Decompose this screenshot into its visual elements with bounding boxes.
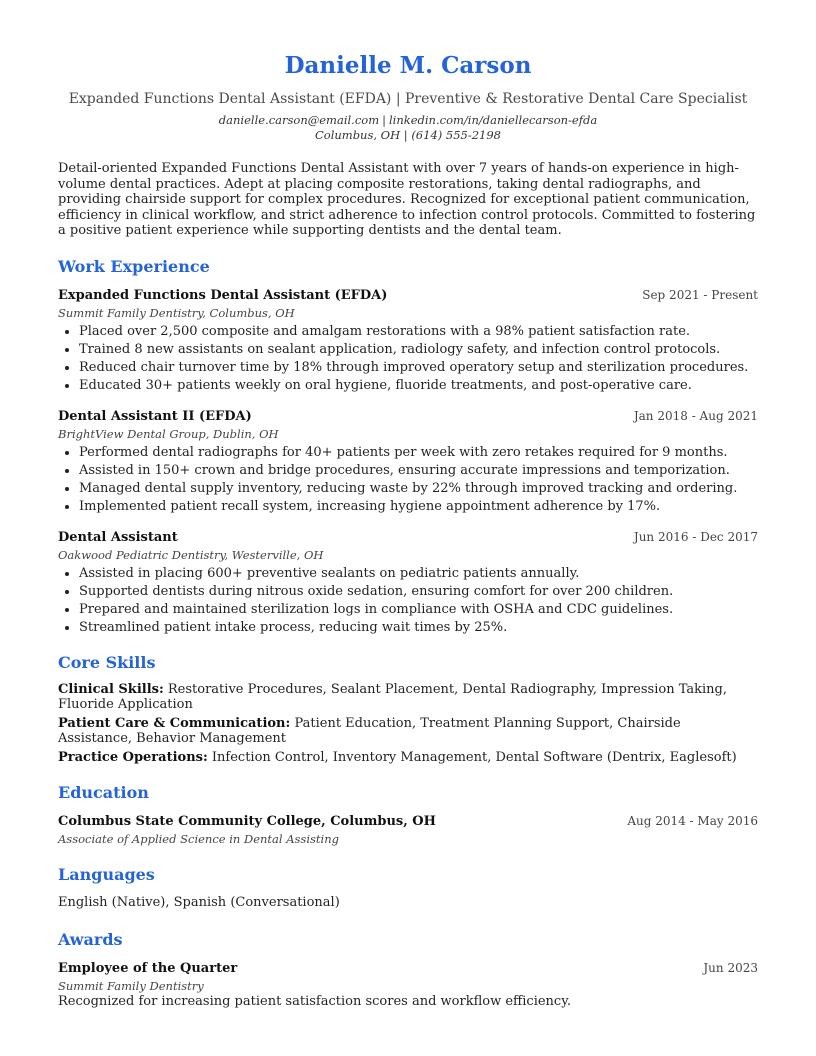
skill-group-value: Restorative Procedures, Sealant Placement, Dental Radiography, Impression Taking, Fluoride Application — [58, 681, 727, 712]
award-organization: Summit Family Dentistry — [58, 978, 204, 993]
bullet-item: • Managed dental supply inventory, reducing waste by 22% through improved tracking and ordering. — [79, 480, 758, 498]
section-title-education: Education — [58, 782, 149, 802]
skill-group-label: Practice Operations: — [58, 749, 208, 765]
job-title: Dental Assistant II (EFDA) — [58, 408, 252, 424]
skill-group-label: Clinical Skills: — [58, 681, 164, 697]
job-organization: Oakwood Pediatric Dentistry, Westerville, OH — [58, 547, 324, 562]
contact-separator: | — [382, 113, 386, 127]
resume-page — [58, 52, 758, 1010]
bullet-item: • Streamlined patient intake process, reducing wait times by 25%. — [79, 619, 758, 637]
job-organization: Summit Family Dentistry, Columbus, OH — [58, 305, 295, 320]
job-entry — [58, 528, 758, 637]
bullet-item: • Assisted in 150+ crown and bridge procedures, ensuring accurate impressions and temporization. — [79, 462, 758, 480]
award-entry — [58, 959, 758, 978]
candidate-name: Danielle M. Carson — [284, 52, 532, 79]
job-title: Expanded Functions Dental Assistant (EFDA) — [58, 287, 388, 303]
bullet-item: • Reduced chair turnover time by 18% through improved operatory setup and sterilization procedures. — [79, 359, 758, 377]
skill-group-value: Patient Education, Treatment Planning Support, Chairside Assistance, Behavior Management — [58, 715, 681, 746]
contact-line-1 — [58, 113, 758, 128]
school-name: Columbus State Community College, Columbus, OH — [58, 813, 436, 829]
bullet-item: • Prepared and maintained sterilization logs in compliance with OSHA and CDC guidelines. — [79, 601, 758, 619]
skill-group — [58, 750, 758, 765]
section-title-experience: Work Experience — [58, 256, 210, 276]
job-bullets — [58, 444, 758, 516]
bullet-item: • Placed over 2,500 composite and amalgam restorations with a 98% patient satisfaction rate. — [79, 323, 758, 341]
languages-text: English (Native), Spanish (Conversational) — [58, 894, 340, 910]
skill-group — [58, 682, 758, 712]
award-title: Employee of the Quarter — [58, 960, 238, 976]
job-dates: Jan 2018 - Aug 2021 — [633, 408, 758, 423]
job-organization: BrightView Dental Group, Dublin, OH — [58, 426, 279, 441]
degree: Associate of Applied Science in Dental Assisting — [58, 831, 339, 846]
bullet-item: • Performed dental radiographs for 40+ patients per week with zero retakes required for 9 months. — [79, 444, 758, 462]
email-link[interactable]: danielle.carson@email.com — [218, 113, 380, 127]
job-entry — [58, 286, 758, 395]
job-dates: Jun 2016 - Dec 2017 — [633, 529, 758, 544]
skill-group-label: Patient Care & Communication: — [58, 715, 291, 731]
bullet-item: • Supported dentists during nitrous oxide sedation, ensuring comfort for over 200 children. — [79, 583, 758, 601]
job-bullets — [58, 565, 758, 637]
section-title-awards: Awards — [58, 929, 123, 949]
section-title-skills: Core Skills — [58, 652, 156, 672]
bullet-item: • Trained 8 new assistants on sealant application, radiology safety, and infection control protocols. — [79, 341, 758, 359]
skill-group-value: Infection Control, Inventory Management, Dental Software (Dentrix, Eaglesoft) — [211, 749, 737, 765]
linkedin-link[interactable]: linkedin.com/in/daniellecarson-efda — [388, 113, 598, 127]
bullet-item: • Assisted in placing 600+ preventive sealants on pediatric patients annually. — [79, 565, 758, 583]
job-title: Dental Assistant — [58, 529, 178, 545]
skill-group — [58, 716, 758, 746]
summary-paragraph: Detail-oriented Expanded Functions Dental Assistant with over 7 years of hands-on experience in high-volume dental practices. Adept at placing composite restorations, taking dental radiographs, and providing chairside support for complex procedures. Recognized for exceptional patient communication, efficiency in clinical workflow, and strict adherence to infection control protocols. Committed to fostering a positive patient experience while supporting dentists and the dental team. — [58, 161, 756, 239]
bullet-item: • Implemented patient recall system, increasing hygiene appointment adherence by 17%. — [79, 498, 758, 516]
award-description: Recognized for increasing patient satisfaction scores and workflow efficiency. — [58, 993, 571, 1009]
bullet-item: • Educated 30+ patients weekly on oral hygiene, fluoride treatments, and post-operative care. — [79, 377, 758, 395]
section-title-languages: Languages — [58, 864, 155, 884]
job-dates: Sep 2021 - Present — [642, 287, 758, 302]
job-entry — [58, 407, 758, 516]
education-entry — [58, 812, 758, 831]
education-dates: Aug 2014 - May 2016 — [627, 813, 758, 828]
headline: Expanded Functions Dental Assistant (EFDA) | Preventive & Restorative Dental Care Specialist — [68, 91, 748, 107]
job-bullets — [58, 323, 758, 395]
location-phone: Columbus, OH | (614) 555-2198 — [314, 128, 502, 142]
award-date: Jun 2023 — [703, 960, 758, 975]
